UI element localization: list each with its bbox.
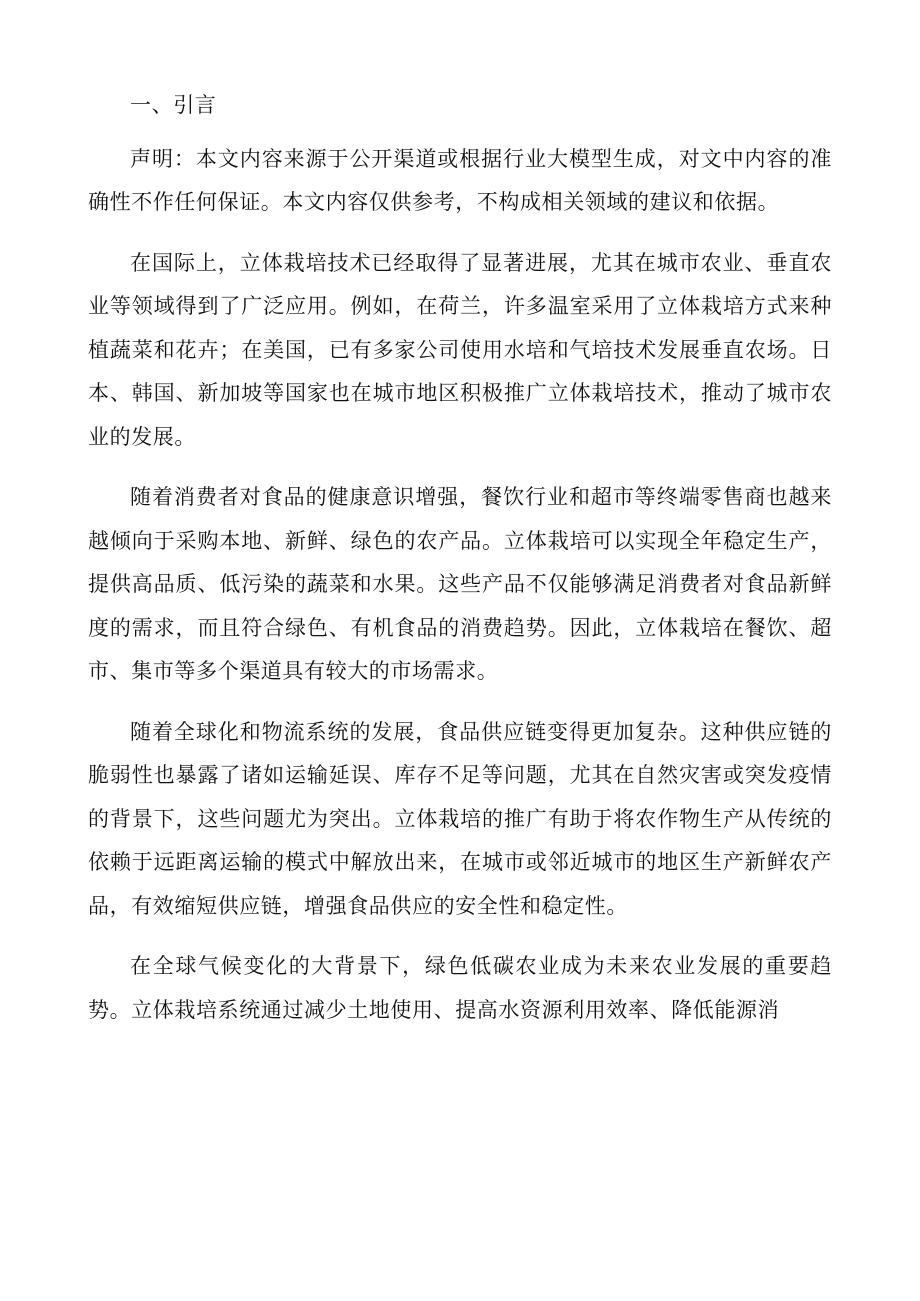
paragraph-international-progress: 在国际上，立体栽培技术已经取得了显著进展，尤其在城市农业、垂直农业等领域得到了广泛应用。例如，在荷兰，许多温室采用了立体栽培方式来种植蔬菜和花卉；在美国，已有多家公司使用水培和气培技术发展垂直农场。日本、韩国、新加坡等国家也在城市地区积极推广立体栽培技术，推动了城市农业的发展。 <box>88 250 832 449</box>
paragraph-low-carbon: 在全球气候变化的大背景下，绿色低碳农业成为未来农业发展的重要趋势。立体栽培系统通过减少土地使用、提高水资源利用效率、降低能源消 <box>88 954 832 1022</box>
paragraph-disclaimer: 声明：本文内容来源于公开渠道或根据行业大模型生成，对文中内容的准确性不作任何保证。本文内容仅供参考，不构成相关领域的建议和依据。 <box>88 146 832 214</box>
document-body <box>88 84 832 1049</box>
section-heading: 一、引言 <box>130 93 217 117</box>
paragraph-consumer-demand: 随着消费者对食品的健康意识增强，餐饮行业和超市等终端零售商也越来越倾向于采购本地、新鲜、绿色的农产品。立体栽培可以实现全年稳定生产，提供高品质、低污染的蔬菜和水果。这些产品不仅能够满足消费者对食品新鲜度的需求，而且符合绿色、有机食品的消费趋势。因此，立体栽培在餐饮、超市、集市等多个渠道具有较大的市场需求。 <box>88 485 832 683</box>
paragraph-supply-chain: 随着全球化和物流系统的发展，食品供应链变得更加复杂。这种供应链的脆弱性也暴露了诸如运输延误、库存不足等问题，尤其在自然灾害或突发疫情的背景下，这些问题尤为突出。立体栽培的推广有助于将农作物生产从传统的依赖于远距离运输的模式中解放出来，在城市或邻近城市的地区生产新鲜农产品，有效缩短供应链，增强食品供应的安全性和稳定性。 <box>88 719 832 918</box>
